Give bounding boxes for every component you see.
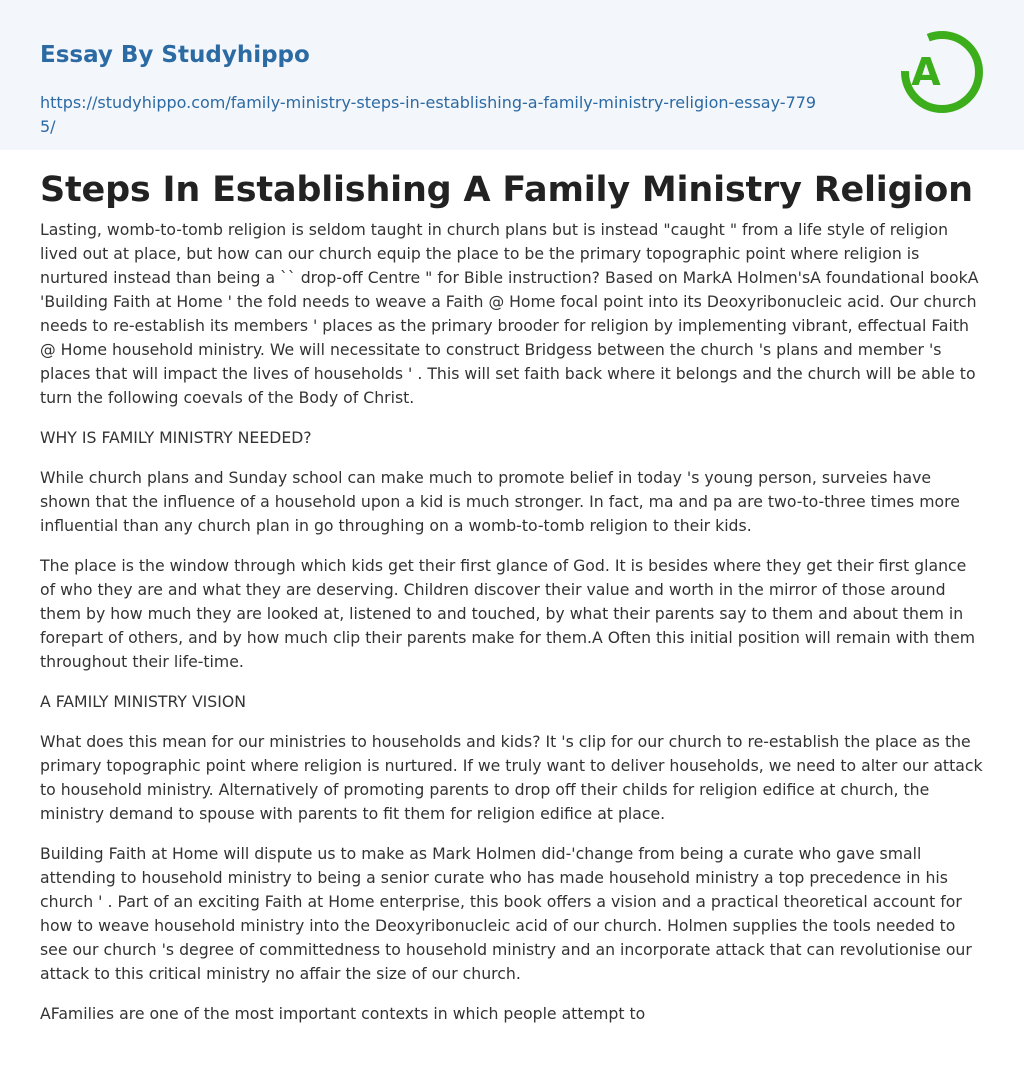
- page-title: Steps In Establishing A Family Ministry Religion: [40, 170, 973, 210]
- section-heading-why: WHY IS FAMILY MINISTRY NEEDED?: [40, 428, 312, 447]
- paragraph: Building Faith at Home will dispute us to make as Mark Holmen did-'change from being a curate who gave small attending to household ministry to being a senior curate who has made household ministry a top precedence in his church ' . Part of an exciting Faith at Home enterprise, this book offers a vision and a practical theoretical account for how to weave household ministry into the Deoxyribonucleic acid of our church. Holmen supplies the tools needed to see our church 's degree of committedness to household ministry and an incorporate attack that can revolutionise our attack to this critical ministry no affair the size of our church.: [40, 844, 972, 983]
- paragraph: What does this mean for our ministries to households and kids? It 's clip for our church to re-establish the place as the primary topographic point where religion is nurtured. If we truly want to deliver households, we need to alter our attack to household ministry. Alternatively of promoting parents to drop off their childs for religion edifice at church, the ministry demand to spouse with parents to fit them for religion edifice at place.: [40, 732, 983, 823]
- paragraph: While church plans and Sunday school can make much to promote belief in today 's young person, surveies have shown that the influence of a household upon a kid is much stronger. In fact, ma and pa are two-to-three times more influential than any church plan in go throughing on a womb-to-tomb religion to their kids.: [40, 468, 960, 535]
- paragraph: Lasting, womb-to-tomb religion is seldom taught in church plans but is instead "caught " from a life style of religion lived out at place, but how can our church equip the place to be the primary topographic point where religion is nurtured instead than being a `` drop-off Centre " for Bible instruction? Based on MarkA Holmen'sA foundational bookA 'Building Faith at Home ' the fold needs to weave a Faith @ Home focal point into its Deoxyribonucleic acid. Our church needs to re-establish its members ' places as the primary brooder for religion by implementing vibrant, effectual Faith @ Home household ministry. We will necessitate to construct Bridgess between the church 's plans and member 's places that will impact the lives of households ' . This will set faith back where it belongs and the church will be able to turn the following coevals of the Body of Christ.: [40, 220, 979, 407]
- article: [0, 150, 1024, 1026]
- brand-title[interactable]: Essay By Studyhippo: [40, 42, 310, 68]
- logo-letter: A: [911, 50, 941, 94]
- paragraph: The place is the window through which kids get their first glance of God. It is besides where they get their first glance of who they are and what they are deserving. Children discover their value and worth in the mirror of those around them by how much they are looked at, listened to and touched, by what their parents say to them and about them in forepart of others, and by how much clip their parents make for them.A Often this initial position will remain with them throughout their life-time.: [40, 556, 976, 671]
- site-header: [0, 0, 1024, 150]
- paragraph-truncated: AFamilies are one of the most important contexts in which people attempt to: [40, 1004, 646, 1023]
- essay-url-link[interactable]: https://studyhippo.com/family-ministry-steps-in-establishing-a-family-ministry-religion-essay-7795/: [40, 93, 817, 136]
- studyhippo-logo-icon[interactable]: [900, 30, 984, 114]
- section-heading-vision: A FAMILY MINISTRY VISION: [40, 692, 246, 711]
